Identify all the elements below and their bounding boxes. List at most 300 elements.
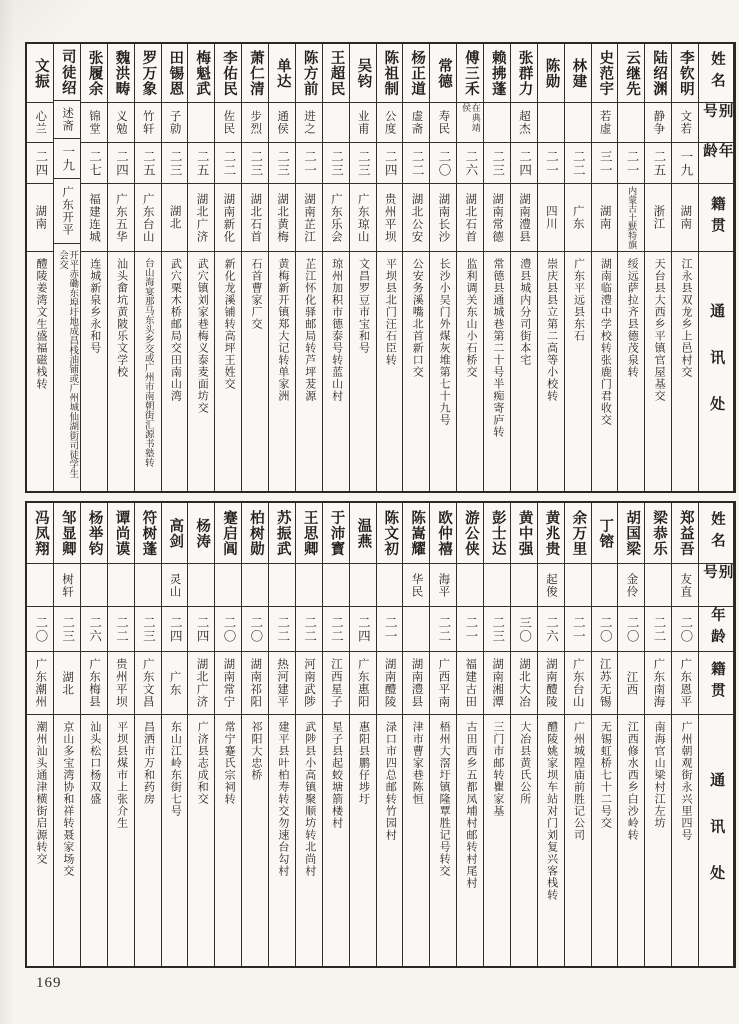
person-age: 二三 xyxy=(162,143,188,184)
person-name: 于沛寳 xyxy=(323,503,349,564)
person-native-place: 江西 xyxy=(618,652,644,715)
person-address: 长沙小吴门外煤灰堆第七十九号 xyxy=(438,258,451,426)
person-alias: 文若 xyxy=(672,103,698,143)
header-native: 籍贯 xyxy=(699,652,733,715)
person-alias: 公度 xyxy=(377,103,403,143)
person-column xyxy=(618,44,645,491)
person-age: 二四 xyxy=(511,143,537,184)
person-alias xyxy=(565,103,591,143)
person-column xyxy=(188,503,215,966)
person-alias: 虚斋 xyxy=(403,103,429,143)
person-native-place: 广东乐会 xyxy=(323,184,349,252)
person-native-place: 湖北石首 xyxy=(242,184,268,252)
person-column xyxy=(242,503,269,966)
person-address: 广州朝观街永兴里四号 xyxy=(680,721,692,841)
person-native-place: 江西星子 xyxy=(323,652,349,715)
person-age: 二六 xyxy=(538,607,564,652)
person-native-place: 湖北大冶 xyxy=(511,652,537,715)
person-column xyxy=(645,44,672,491)
person-age: 二三 xyxy=(54,607,80,652)
person-alias: 超杰 xyxy=(511,103,537,143)
person-address: 广州城隍庙前胜记公司 xyxy=(572,721,585,841)
header-address: 通讯处 xyxy=(708,302,725,443)
person-column xyxy=(430,503,457,966)
person-address: 公安务溪嘴北首新口交 xyxy=(411,258,424,378)
person-age: 二二 xyxy=(296,607,322,652)
person-address: 潮州汕头通津横街启源转交 xyxy=(35,721,47,865)
person-column xyxy=(27,44,54,491)
page-number: 169 xyxy=(36,975,62,991)
person-column xyxy=(538,44,565,491)
person-address: 惠阳县鹏仔埗圩 xyxy=(357,721,370,805)
person-address: 东山江岭东街七号 xyxy=(169,721,182,817)
person-name: 陈文初 xyxy=(377,503,403,564)
person-age: 二五 xyxy=(645,143,671,184)
person-alias xyxy=(645,564,671,607)
person-name: 李佑民 xyxy=(215,44,241,103)
person-address: 南海官山梁村江左坊 xyxy=(653,721,666,829)
person-address: 开平赤磡东埠圩地成昌栈油铺或广州城仙湖街司徒学生会交 xyxy=(56,249,78,478)
person-alias xyxy=(457,564,483,607)
person-name: 单达 xyxy=(269,44,295,103)
person-alias xyxy=(27,564,53,607)
person-age: 二三 xyxy=(135,607,161,652)
person-age: 二四 xyxy=(108,143,134,184)
person-column xyxy=(242,44,269,491)
person-age: 二〇 xyxy=(592,607,618,652)
person-age: 二二 xyxy=(108,607,134,652)
person-name: 陈勋 xyxy=(538,44,564,103)
person-age: 一九 xyxy=(54,139,80,178)
person-age: 二二 xyxy=(565,143,591,184)
person-alias xyxy=(618,103,644,143)
person-address: 文昌罗豆市宝和号 xyxy=(357,258,370,354)
person-age: 三〇 xyxy=(511,607,537,652)
row-header-column xyxy=(699,44,734,491)
person-name: 李钦明 xyxy=(672,44,698,103)
person-name: 张履余 xyxy=(81,44,107,103)
person-native-place: 江苏无锡 xyxy=(592,652,618,715)
person-alias xyxy=(323,103,349,143)
header-native: 籍贯 xyxy=(699,184,733,252)
person-native-place: 湖南湘潭 xyxy=(484,652,510,715)
person-name: 田锡恩 xyxy=(162,44,188,103)
person-name: 杨正道 xyxy=(403,44,429,103)
person-alias xyxy=(511,564,537,607)
person-native-place: 湖南常德 xyxy=(484,184,510,252)
person-native-place: 福建连城 xyxy=(81,184,107,252)
person-native-place: 湖南澧县 xyxy=(403,652,429,715)
person-column xyxy=(296,44,323,491)
header-alias: 别号 xyxy=(699,103,733,143)
person-age: 二〇 xyxy=(215,607,241,652)
person-address: 黄梅新开镇郑大记转单家洲 xyxy=(276,258,289,402)
person-address: 渌口市四总邮转竹园村 xyxy=(384,721,397,841)
person-alias: 进之 xyxy=(296,103,322,143)
person-name: 游公侠 xyxy=(457,503,483,564)
person-column xyxy=(538,503,565,966)
person-name: 高剑 xyxy=(162,503,188,564)
person-native-place: 贵州平坝 xyxy=(377,184,403,252)
person-address: 广济县志成和交 xyxy=(196,721,209,805)
person-alias xyxy=(538,103,564,143)
person-alias: 义勉 xyxy=(108,103,134,143)
person-name: 魏洪畴 xyxy=(108,44,134,103)
person-address: 平坝县北门汪石臣转 xyxy=(384,258,397,366)
person-column xyxy=(162,503,189,966)
person-column xyxy=(672,44,699,491)
person-native-place: 湖北 xyxy=(54,652,80,715)
person-name: 傅三禾 xyxy=(457,44,483,103)
person-alias: 通侯 xyxy=(269,103,295,143)
person-column xyxy=(27,503,54,966)
person-native-place: 湖北黄梅 xyxy=(269,184,295,252)
person-name: 温燕 xyxy=(350,503,376,564)
person-native-place: 广东南海 xyxy=(645,652,671,715)
person-address: 汕头松口杨双盛 xyxy=(88,721,101,805)
person-age: 二二 xyxy=(215,143,241,184)
person-name: 郑益吾 xyxy=(672,503,698,564)
person-age: 二二 xyxy=(403,143,429,184)
person-native-place: 湖南 xyxy=(27,184,53,252)
person-column xyxy=(430,44,457,491)
person-age: 二〇 xyxy=(242,607,268,652)
person-alias xyxy=(377,564,403,607)
person-age: 二五 xyxy=(188,143,214,184)
person-native-place: 湖北 xyxy=(162,184,188,252)
person-column xyxy=(457,503,484,966)
person-alias: 静争 xyxy=(645,103,671,143)
directory-table-bottom xyxy=(25,501,736,968)
person-native-place: 广东 xyxy=(565,184,591,252)
person-age: 二四 xyxy=(27,143,53,184)
person-name: 杨涛 xyxy=(188,503,214,564)
person-alias: 树轩 xyxy=(54,564,80,607)
person-name: 萧仁清 xyxy=(242,44,268,103)
person-age: 二三 xyxy=(323,143,349,184)
person-column xyxy=(269,503,296,966)
person-native-place: 广东台山 xyxy=(135,184,161,252)
person-column xyxy=(323,503,350,966)
person-column xyxy=(645,503,672,966)
person-age: 二二 xyxy=(645,607,671,652)
person-alias: 华民 xyxy=(403,564,429,607)
person-address: 芷江怀化驿邮局转芦坪茇源 xyxy=(303,258,316,402)
person-alias xyxy=(108,564,134,607)
person-native-place: 湖南长沙 xyxy=(430,184,456,252)
person-name: 冯凤翔 xyxy=(27,503,53,564)
person-column xyxy=(565,44,592,491)
person-age: 二一 xyxy=(565,607,591,652)
person-alias: 寿民 xyxy=(430,103,456,143)
person-age: 二三 xyxy=(484,607,510,652)
person-address: 琼州加积市德泰号转蓝山村 xyxy=(330,258,343,402)
person-alias: 若虚 xyxy=(592,103,618,143)
row-header-column xyxy=(699,503,734,966)
person-age: 二四 xyxy=(188,607,214,652)
person-column xyxy=(592,503,619,966)
person-address: 武陟县小高镇聚顺坊转北尚村 xyxy=(303,721,316,877)
person-address: 天台县大西乡平镇官屋基交 xyxy=(653,258,666,402)
person-native-place: 热河建平 xyxy=(269,652,295,715)
person-alias: 海平 xyxy=(430,564,456,607)
header-age: 年龄 xyxy=(699,607,733,652)
person-native-place: 湖北广济 xyxy=(188,652,214,715)
person-native-place: 广东五华 xyxy=(108,184,134,252)
person-name: 陈方前 xyxy=(296,44,322,103)
person-name: 彭士达 xyxy=(484,503,510,564)
person-alias: 子勍 xyxy=(162,103,188,143)
person-address: 醴陵姜湾文生盛福磁栈转 xyxy=(35,258,47,390)
person-address: 京山多宝湾协和祥转聂家场交 xyxy=(61,721,74,877)
person-name: 陆绍渊 xyxy=(645,44,671,103)
person-age: 二四 xyxy=(162,607,188,652)
person-alias xyxy=(188,103,214,143)
person-column xyxy=(54,44,81,491)
person-alias xyxy=(269,564,295,607)
header-age: 年龄 xyxy=(699,143,733,184)
person-address: 澧县城内分司街本宅 xyxy=(518,258,531,366)
person-address: 大冶县黄氏公所 xyxy=(518,721,531,805)
person-native-place: 浙江 xyxy=(645,184,671,252)
person-address: 崇庆县县立第二高等小校转 xyxy=(545,258,558,402)
person-age: 三一 xyxy=(592,143,618,184)
person-column xyxy=(54,503,81,966)
person-age: 二五 xyxy=(135,143,161,184)
person-column xyxy=(484,44,511,491)
person-native-place: 湖北石首 xyxy=(457,184,483,252)
person-address: 津市曹家巷陈恒 xyxy=(411,721,424,805)
person-address: 武穴栗木桥邮局交田南山湾 xyxy=(169,258,182,402)
person-native-place: 湖南澧县 xyxy=(511,184,537,252)
person-native-place: 广东潮州 xyxy=(27,652,53,715)
person-age: 二〇 xyxy=(27,607,53,652)
person-column xyxy=(484,503,511,966)
person-name: 罗万象 xyxy=(135,44,161,103)
person-alias xyxy=(81,564,107,607)
person-name: 苏振武 xyxy=(269,503,295,564)
person-address: 三门市邮转瞿家基 xyxy=(491,721,504,817)
person-address: 建平县叶柏寿转交勿速台勾村 xyxy=(276,721,289,877)
person-column xyxy=(81,503,108,966)
person-age: 二六 xyxy=(457,143,483,184)
person-alias: 金伶 xyxy=(618,564,644,607)
person-alias xyxy=(242,564,268,607)
person-column xyxy=(135,44,162,491)
person-address: 台山海宴那马东头乡交或广州市南朝街汇源书塾转 xyxy=(142,258,153,467)
person-address: 广东平远县东石 xyxy=(572,258,585,342)
person-age: 二一 xyxy=(296,143,322,184)
person-name: 欧仲禧 xyxy=(430,503,456,564)
person-address: 平坝县煤市上张介生 xyxy=(115,721,128,829)
person-column xyxy=(618,503,645,966)
person-native-place: 广西平南 xyxy=(430,652,456,715)
person-alias xyxy=(592,564,618,607)
person-name: 陈祖制 xyxy=(377,44,403,103)
person-native-place: 湖北公安 xyxy=(403,184,429,252)
person-age: 二六 xyxy=(81,607,107,652)
person-address: 梧州大滘圩镇隆覃胜记号转交 xyxy=(438,721,451,877)
header-alias: 别号 xyxy=(699,564,733,607)
person-column xyxy=(323,44,350,491)
person-native-place: 湖南 xyxy=(672,184,698,252)
person-address: 常德县通城巷第二十号半痴寄庐转 xyxy=(491,258,504,438)
person-name: 张群力 xyxy=(511,44,537,103)
person-alias: 起俊 xyxy=(538,564,564,607)
person-name: 文振 xyxy=(27,44,53,103)
person-address: 监利调关东山小石桥交 xyxy=(465,258,477,378)
person-native-place: 湖南醴陵 xyxy=(377,652,403,715)
person-name: 柏树勋 xyxy=(242,503,268,564)
person-name: 丁镕 xyxy=(592,503,618,564)
person-address: 无锡虹桥七十二号交 xyxy=(599,721,612,829)
person-alias xyxy=(188,564,214,607)
header-name: 姓名 xyxy=(699,44,733,103)
person-name: 赖拂蓬 xyxy=(484,44,510,103)
person-native-place: 广东开平 xyxy=(54,179,80,244)
person-native-place: 内蒙古土默特旗 xyxy=(618,184,644,252)
person-alias xyxy=(565,564,591,607)
person-address: 古田西乡五都凤埔村邮转村尾村 xyxy=(465,721,477,889)
person-column xyxy=(377,44,404,491)
person-name: 邹显卿 xyxy=(54,503,80,564)
person-age: 二二 xyxy=(430,607,456,652)
person-alias xyxy=(296,564,322,607)
person-native-place: 广东 xyxy=(162,652,188,715)
person-alias xyxy=(350,564,376,607)
person-native-place: 湖南芷江 xyxy=(296,184,322,252)
person-alias xyxy=(215,564,241,607)
person-alias: 步烈 xyxy=(242,103,268,143)
person-age: 二一 xyxy=(457,607,483,652)
person-age: 二七 xyxy=(81,143,107,184)
person-name: 史范宇 xyxy=(592,44,618,103)
person-native-place: 湖南常宁 xyxy=(215,652,241,715)
person-age: 二〇 xyxy=(430,143,456,184)
person-address: 连城新泉乡永和号 xyxy=(88,258,101,354)
person-name: 梅魁武 xyxy=(188,44,214,103)
person-column xyxy=(350,44,377,491)
person-native-place: 河南武陟 xyxy=(296,652,322,715)
person-name: 云继先 xyxy=(618,44,644,103)
person-address: 醴陵姚家坝车站对门刘复兴客栈转 xyxy=(545,721,558,901)
person-column xyxy=(269,44,296,491)
person-age: 二三 xyxy=(350,143,376,184)
person-age: 二四 xyxy=(377,143,403,184)
person-native-place: 广东琼山 xyxy=(350,184,376,252)
person-age: 二二 xyxy=(269,607,295,652)
person-column xyxy=(565,503,592,966)
person-column xyxy=(511,44,538,491)
person-age: 二四 xyxy=(350,607,376,652)
person-name: 王超民 xyxy=(323,44,349,103)
person-address: 昌洒市万和药房 xyxy=(142,721,155,805)
person-name: 林建 xyxy=(565,44,591,103)
person-age: 二一 xyxy=(377,607,403,652)
person-age xyxy=(403,607,429,652)
person-column xyxy=(403,503,430,966)
person-column xyxy=(188,44,215,491)
person-alias: 友直 xyxy=(672,564,698,607)
person-column xyxy=(215,503,242,966)
person-name: 黄兆贵 xyxy=(538,503,564,564)
person-address: 武穴镇刘家巷梅义泰麦面坊交 xyxy=(196,258,209,414)
person-address: 祁阳大忠桥 xyxy=(250,721,262,781)
person-native-place: 贵州平坝 xyxy=(108,652,134,715)
person-name: 黄中强 xyxy=(511,503,537,564)
person-column xyxy=(457,44,484,491)
person-age: 二三 xyxy=(484,143,510,184)
person-name: 陈嵩耀 xyxy=(403,503,429,564)
person-address: 星子县起蛟塘箭楼村 xyxy=(330,721,343,829)
person-age: 二二 xyxy=(323,607,349,652)
person-column xyxy=(135,503,162,966)
person-native-place: 广东惠阳 xyxy=(350,652,376,715)
person-alias xyxy=(135,564,161,607)
person-column xyxy=(215,44,242,491)
person-name: 王思卿 xyxy=(296,503,322,564)
person-native-place: 广东台山 xyxy=(565,652,591,715)
person-address: 汕头畲坑黄陂乐文学校 xyxy=(115,258,128,378)
person-name: 谭尚谟 xyxy=(108,503,134,564)
person-native-place: 湖南祁阳 xyxy=(242,652,268,715)
person-alias: 心兰 xyxy=(27,103,53,143)
person-column xyxy=(108,44,135,491)
person-native-place: 广东恩平 xyxy=(672,652,698,715)
person-column xyxy=(350,503,377,966)
person-alias: 竹轩 xyxy=(135,103,161,143)
person-name: 杨举钧 xyxy=(81,503,107,564)
person-alias: 锦堂 xyxy=(81,103,107,143)
person-name: 胡国梁 xyxy=(618,503,644,564)
person-column xyxy=(296,503,323,966)
person-column xyxy=(108,503,135,966)
person-name: 余万里 xyxy=(565,503,591,564)
directory-table-top xyxy=(25,42,736,493)
person-age: 二〇 xyxy=(672,607,698,652)
person-native-place: 湖南 xyxy=(592,184,618,252)
person-column xyxy=(377,503,404,966)
person-alias xyxy=(484,564,510,607)
person-age: 二一 xyxy=(618,143,644,184)
person-column xyxy=(81,44,108,491)
person-age: 二一 xyxy=(538,143,564,184)
person-address: 江西修水西乡白沙岭转 xyxy=(626,721,639,841)
person-native-place: 福建古田 xyxy=(457,652,483,715)
person-column xyxy=(672,503,699,966)
person-name: 常德 xyxy=(430,44,456,103)
person-column xyxy=(162,44,189,491)
header-address: 通讯处 xyxy=(708,771,725,912)
person-native-place: 湖北广济 xyxy=(188,184,214,252)
person-native-place: 湖南醴陵 xyxy=(538,652,564,715)
person-column xyxy=(592,44,619,491)
person-name: 吴钧 xyxy=(350,44,376,103)
person-alias xyxy=(484,103,510,143)
person-address: 新化龙溪铺转高坪王姓交 xyxy=(223,258,236,390)
person-alias: 灵山 xyxy=(162,564,188,607)
person-age: 一九 xyxy=(672,143,698,184)
person-address: 湖南临澧中学校转张鹿门君收交 xyxy=(599,258,612,426)
person-address: 石首曹家厂交 xyxy=(250,258,262,330)
person-age: 二〇 xyxy=(618,607,644,652)
person-alias: 业甫 xyxy=(350,103,376,143)
person-age: 二三 xyxy=(269,143,295,184)
person-alias: 在典靖侯 xyxy=(457,103,483,143)
person-column xyxy=(403,44,430,491)
person-alias: 佐民 xyxy=(215,103,241,143)
person-age: 二三 xyxy=(242,143,268,184)
